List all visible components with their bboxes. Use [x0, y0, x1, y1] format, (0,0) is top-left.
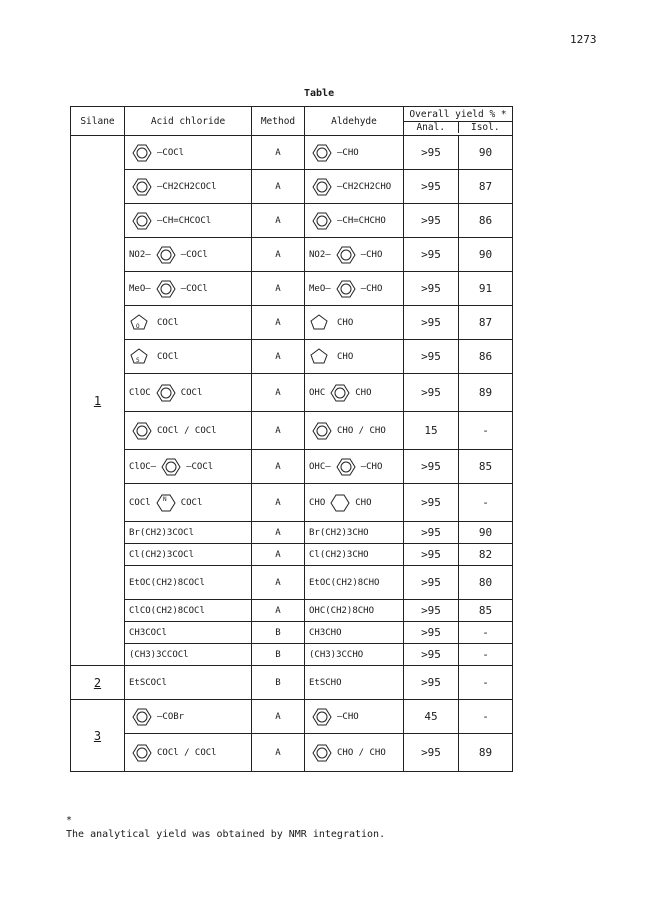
- method-cell: A: [252, 340, 305, 374]
- benzene-ring-icon: [309, 421, 335, 441]
- aldehyde-cell: (CH3)3CCHO: [305, 644, 404, 666]
- isol-yield: 87: [459, 306, 513, 340]
- aldehyde-cell: [305, 170, 404, 204]
- aldehyde-cell: [305, 412, 404, 450]
- silane-1: 1: [71, 136, 125, 666]
- acid-prefix: MeO—: [129, 283, 151, 294]
- aldehyde-cell: [305, 136, 404, 170]
- benzene-ring-icon: [129, 707, 155, 727]
- acid-chloride-cell: CH3COCl: [125, 622, 252, 644]
- acid-chloride-cell: [125, 306, 252, 340]
- aldehyde-formula: —CHO: [337, 711, 359, 722]
- anal-yield: >95: [404, 238, 459, 272]
- benzene-ring-icon: [333, 245, 359, 265]
- anal-yield: >95: [404, 340, 459, 374]
- aldehyde-prefix: CHO: [309, 497, 326, 508]
- aldehyde-cell: OHC(CH2)8CHO: [305, 600, 404, 622]
- isol-yield: -: [459, 700, 513, 734]
- acid-chloride-cell: [125, 450, 252, 484]
- acid-chloride-cell: [125, 734, 252, 772]
- method-cell: A: [252, 566, 305, 600]
- benzene-ring-icon: [158, 457, 184, 477]
- anal-yield: 15: [404, 412, 459, 450]
- isol-yield: -: [459, 666, 513, 700]
- method-cell: A: [252, 306, 305, 340]
- isol-yield: -: [459, 644, 513, 666]
- header-aldehyde: Aldehyde: [305, 107, 404, 136]
- anal-yield: >95: [404, 272, 459, 306]
- aldehyde-cell: [305, 734, 404, 772]
- aldehyde-prefix: OHC—: [309, 461, 331, 472]
- aldehyde-formula: —CHO: [360, 461, 383, 472]
- anal-yield: >95: [404, 484, 459, 522]
- aldehyde-cell: CH3CHO: [305, 622, 404, 644]
- header-silane: Silane: [71, 107, 125, 136]
- aldehyde-cell: [305, 340, 404, 374]
- thiophene-ring-icon: [309, 347, 335, 367]
- header-isol: Isol.: [470, 122, 500, 133]
- isol-yield: 90: [459, 522, 513, 544]
- acid-formula: —COCl: [180, 249, 208, 260]
- benzene-ring-icon: [129, 211, 155, 231]
- silane-3: 3: [71, 700, 125, 772]
- acid-formula: COCl: [157, 351, 179, 362]
- anal-yield: >95: [404, 600, 459, 622]
- benzene-ring-icon: [129, 143, 155, 163]
- acid-chloride-cell: [125, 272, 252, 306]
- furan-ring-icon: [129, 313, 155, 333]
- method-cell: A: [252, 374, 305, 412]
- isol-yield: 89: [459, 374, 513, 412]
- isol-yield: 86: [459, 340, 513, 374]
- benzene-ring-icon: [129, 743, 155, 763]
- anal-yield: >95: [404, 204, 459, 238]
- aldehyde-cell: Cl(CH2)3CHO: [305, 544, 404, 566]
- acid-chloride-cell: EtOC(CH2)8COCl: [125, 566, 252, 600]
- benzene-ring-icon: [333, 279, 359, 299]
- aldehyde-cell: Br(CH2)3CHO: [305, 522, 404, 544]
- aldehyde-formula: —CHO: [360, 249, 383, 260]
- method-cell: A: [252, 170, 305, 204]
- acid-formula: —CH2CH2COCl: [157, 181, 217, 192]
- acid-formula: —CH=CHCOCl: [157, 215, 212, 226]
- isol-yield: 85: [459, 450, 513, 484]
- method-cell: B: [252, 622, 305, 644]
- acid-chloride-cell: [125, 484, 252, 522]
- isol-yield: 87: [459, 170, 513, 204]
- anal-yield: >95: [404, 450, 459, 484]
- aldehyde-prefix: NO2—: [309, 249, 331, 260]
- header-method: Method: [252, 107, 305, 136]
- isol-yield: 82: [459, 544, 513, 566]
- method-cell: A: [252, 412, 305, 450]
- method-cell: A: [252, 522, 305, 544]
- acid-chloride-cell: [125, 238, 252, 272]
- isol-yield: 90: [459, 238, 513, 272]
- aldehyde-prefix: OHC: [309, 387, 326, 398]
- silane-2: 2: [71, 666, 125, 700]
- aldehyde-cell: [305, 204, 404, 238]
- aldehyde-cell: EtSCHO: [305, 666, 404, 700]
- aldehyde-formula: CHO: [355, 387, 372, 398]
- aldehyde-cell: [305, 450, 404, 484]
- benzene-ring-icon: [309, 177, 335, 197]
- pyridine-ring-icon: [153, 493, 179, 513]
- method-cell: A: [252, 204, 305, 238]
- isol-yield: 86: [459, 204, 513, 238]
- acid-chloride-cell: EtSCOCl: [125, 666, 252, 700]
- acid-chloride-cell: [125, 204, 252, 238]
- isol-yield: -: [459, 622, 513, 644]
- aldehyde-formula: CHO / CHO: [337, 747, 386, 758]
- acid-chloride-cell: [125, 412, 252, 450]
- footnote-mark: *: [66, 815, 73, 826]
- aldehyde-formula: CHO: [355, 497, 372, 508]
- anal-yield: >95: [404, 544, 459, 566]
- page-number: 1273: [570, 33, 597, 46]
- isol-yield: 90: [459, 136, 513, 170]
- method-cell: B: [252, 666, 305, 700]
- aldehyde-cell: [305, 238, 404, 272]
- header-overall-yield: [404, 107, 513, 136]
- acid-prefix: ClOC—: [129, 461, 157, 472]
- acid-formula: COCl: [157, 317, 179, 328]
- acid-chloride-cell: (CH3)3CCOCl: [125, 644, 252, 666]
- method-cell: A: [252, 600, 305, 622]
- benzene-ring-icon: [153, 383, 179, 403]
- method-cell: A: [252, 272, 305, 306]
- benzene-ring-icon: [129, 421, 155, 441]
- thiophene-ring-icon: [129, 347, 155, 367]
- aldehyde-formula: CHO / CHO: [337, 425, 386, 436]
- benzene-ring-icon: [309, 143, 335, 163]
- acid-chloride-cell: Br(CH2)3COCl: [125, 522, 252, 544]
- method-cell: A: [252, 450, 305, 484]
- table-title: Table: [304, 88, 335, 99]
- anal-yield: >95: [404, 306, 459, 340]
- isol-yield: 91: [459, 272, 513, 306]
- acid-formula: COCl: [180, 497, 203, 508]
- anal-yield: >95: [404, 566, 459, 600]
- aldehyde-cell: EtOC(CH2)8CHO: [305, 566, 404, 600]
- acid-formula: COCl / COCl: [157, 747, 217, 758]
- anal-yield: >95: [404, 170, 459, 204]
- method-cell: A: [252, 700, 305, 734]
- aldehyde-formula: —CH=CHCHO: [337, 215, 386, 226]
- benzene-ring-icon: [153, 279, 179, 299]
- acid-formula: —COCl: [186, 461, 214, 472]
- thiophene-heteroatom: S: [136, 356, 140, 364]
- aldehyde-cell: [305, 272, 404, 306]
- benzene-ring-icon: [129, 177, 155, 197]
- benzene-ring-icon: [153, 245, 179, 265]
- benzene-ring-icon: [309, 743, 335, 763]
- isol-yield: -: [459, 484, 513, 522]
- anal-yield: >95: [404, 734, 459, 772]
- benzene-ring-icon: [327, 383, 353, 403]
- aldehyde-formula: —CH2CH2CHO: [337, 181, 392, 192]
- isol-yield: 85: [459, 600, 513, 622]
- acid-formula: —COBr: [157, 711, 185, 722]
- acid-chloride-cell: [125, 136, 252, 170]
- acid-formula: COCl: [180, 387, 203, 398]
- aldehyde-formula: —CHO: [360, 283, 383, 294]
- results-table: [70, 106, 513, 772]
- acid-chloride-cell: Cl(CH2)3COCl: [125, 544, 252, 566]
- acid-prefix: ClOC: [129, 387, 151, 398]
- anal-yield: >95: [404, 136, 459, 170]
- benzene-ring-icon: [309, 211, 335, 231]
- acid-prefix: COCl: [129, 497, 151, 508]
- aldehyde-formula: —CHO: [337, 147, 359, 158]
- acid-chloride-cell: [125, 700, 252, 734]
- acid-chloride-cell: ClCO(CH2)8COCl: [125, 600, 252, 622]
- benzene-ring-icon: [309, 707, 335, 727]
- aldehyde-prefix: MeO—: [309, 283, 331, 294]
- aldehyde-cell: [305, 306, 404, 340]
- method-cell: A: [252, 238, 305, 272]
- footnote-text: The analytical yield was obtained by NMR integration.: [66, 829, 386, 840]
- furan-heteroatom: O: [136, 322, 140, 330]
- pyridine-ring-icon: [327, 493, 353, 513]
- anal-yield: 45: [404, 700, 459, 734]
- method-cell: A: [252, 544, 305, 566]
- method-cell: A: [252, 136, 305, 170]
- acid-chloride-cell: [125, 170, 252, 204]
- method-cell: A: [252, 734, 305, 772]
- anal-yield: >95: [404, 666, 459, 700]
- anal-yield: >95: [404, 522, 459, 544]
- acid-prefix: NO2—: [129, 249, 151, 260]
- isol-yield: 89: [459, 734, 513, 772]
- aldehyde-formula: CHO: [337, 351, 354, 362]
- acid-chloride-cell: [125, 374, 252, 412]
- anal-yield: >95: [404, 644, 459, 666]
- furan-ring-icon: [309, 313, 335, 333]
- benzene-ring-icon: [333, 457, 359, 477]
- anal-yield: >95: [404, 622, 459, 644]
- pyridine-heteroatom: N: [162, 495, 167, 503]
- anal-yield: >95: [404, 374, 459, 412]
- aldehyde-cell: [305, 700, 404, 734]
- aldehyde-formula: CHO: [337, 317, 354, 328]
- header-acid-chloride: Acid chloride: [125, 107, 252, 136]
- header-anal: Anal.: [404, 122, 459, 133]
- acid-formula: —COCl: [180, 283, 208, 294]
- acid-formula: —COCl: [157, 147, 185, 158]
- acid-chloride-cell: [125, 340, 252, 374]
- aldehyde-cell: [305, 484, 404, 522]
- isol-yield: 80: [459, 566, 513, 600]
- acid-formula: COCl / COCl: [157, 425, 217, 436]
- header-yield-label: Overall yield % *: [409, 109, 507, 120]
- method-cell: A: [252, 484, 305, 522]
- aldehyde-cell: [305, 374, 404, 412]
- isol-yield: -: [459, 412, 513, 450]
- method-cell: B: [252, 644, 305, 666]
